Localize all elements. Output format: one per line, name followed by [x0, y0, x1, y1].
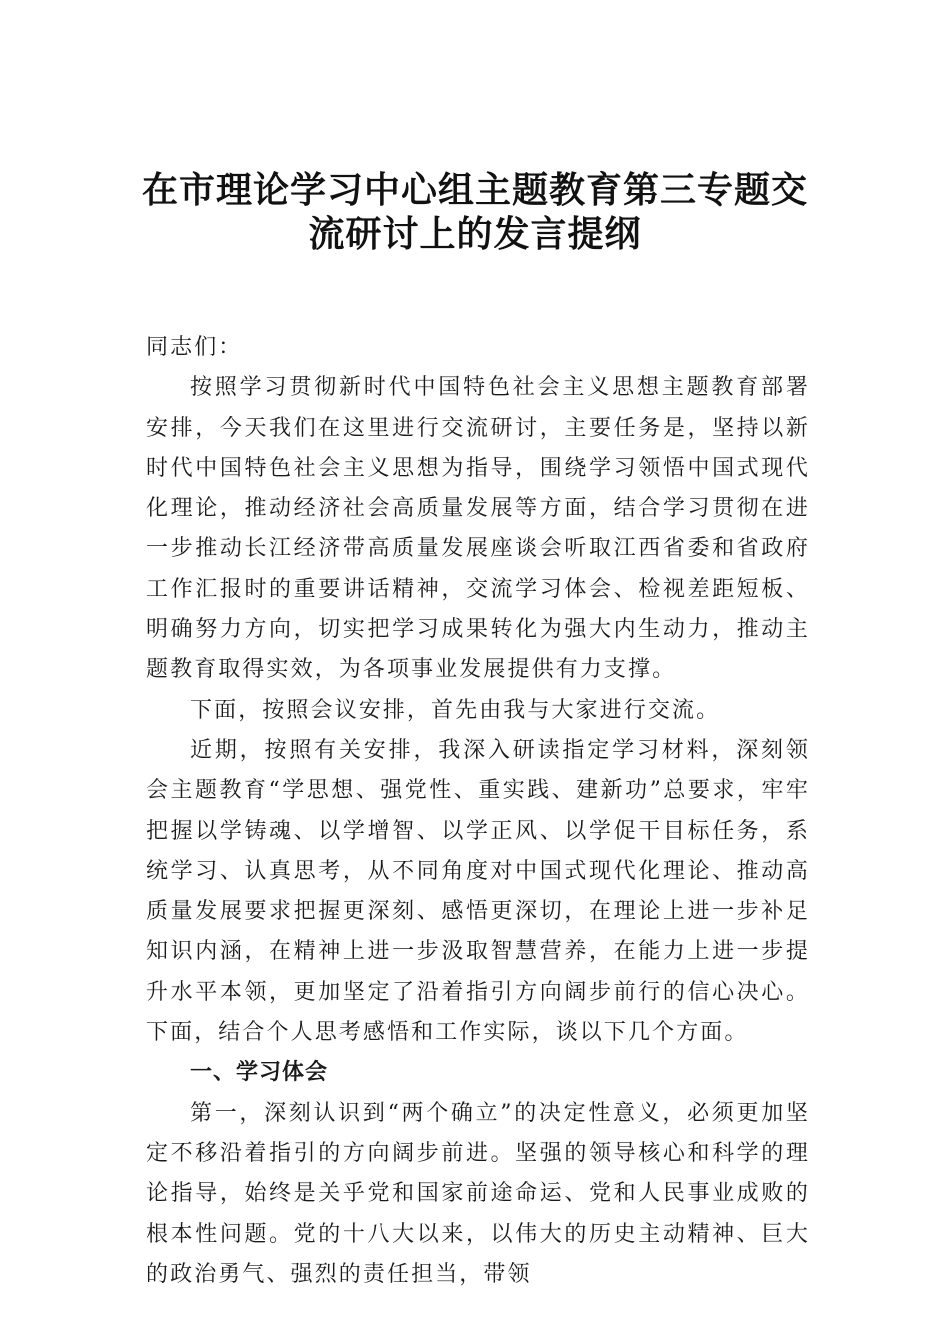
paragraph-arrangement: 下面，按照会议安排，首先由我与大家进行交流。 — [190, 697, 721, 723]
document-body — [146, 328, 810, 1295]
document-title-line-2: 流研讨上的发言提纲 — [308, 213, 642, 255]
salutation: 同志们： — [146, 335, 243, 360]
document-title-line-1: 在市理论学习中心组主题教育第三专题交 — [141, 169, 808, 211]
paragraph-recent-study: 近期，按照有关安排，我深入研读指定学习材料，深刻领会主题教育“学思想、强党性、重实践、建新功”总要求，牢牢把握以学铸魂、以学增智、以学正风、以学促干目标任务，系统学习、认真思考，从不同角度对中国式现代化理论、推动高质量发展要求把握更深刻、感悟更深切，在理论上进一步补足知识内涵，在精神上进一步汲取智慧营养，在能力上进一步提升水平本领，更加坚定了沿着指引方向阔步前行的信心决心。下面，结合个人思考感悟和工作实际，谈以下几个方面。 — [146, 737, 810, 1046]
paragraph-intro: 按照学习贯彻新时代中国特色社会主义思想主题教育部署安排，今天我们在这里进行交流研讨，主要任务是，坚持以新时代中国特色社会主义思想为指导，围绕学习领悟中国式现代化理论，推动经济社会高质量发展等方面，结合学习贯彻在进一步推动长江经济带高质量发展座谈会听取江西省委和省政府工作汇报时的重要讲话精神，交流学习体会、检视差距短板、明确努力方向，切实把学习成果转化为强大内生动力，推动主题教育取得实效，为各项事业发展提供有力支撑。 — [146, 375, 810, 683]
section-heading: 一、学习体会 — [190, 1060, 329, 1086]
paragraph-first-point: 第一，深刻认识到“两个确立”的决定性意义，必须更加坚定不移沿着指引的方向阔步前进。坚强的领导核心和科学的理论指导，始终是关乎党和国家前途命运、党和人民事业成败的根本性问题。党的十八大以来，以伟大的历史主动精神、巨大的政治勇气、强烈的责任担当，带领 — [146, 1100, 810, 1287]
